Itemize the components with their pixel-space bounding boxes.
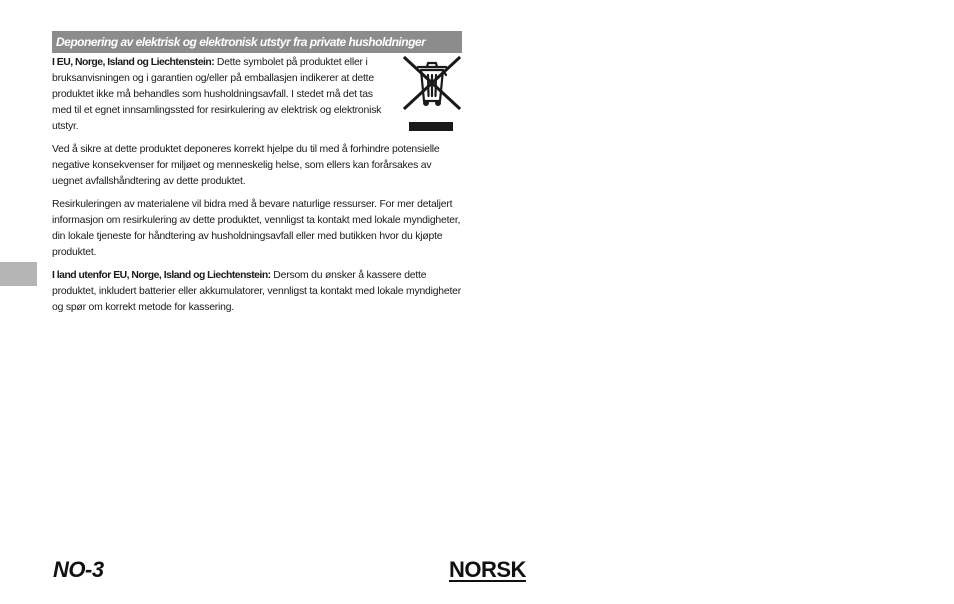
crossed-out-wheelie-bin-icon: [402, 55, 462, 133]
paragraph-text-eu: Dette symbolet på produktet eller i bruksanvisningen og i garantien og/eller på emballasjen indikerer at dette produktet ikke må behandles som husholdningsavfall. I stedet må det tas med til et egnet innsamlingssted for resirkulering av elektrisk og elektronisk utstyr.: [52, 57, 382, 132]
paragraph-disposal: [52, 142, 462, 190]
language-label: NORSK: [449, 557, 526, 582]
paragraph-text-recycling: Resirkuleringen av materialene vil bidra med å bevare naturlige ressurser. For mer detaljert informasjon om resirkulering av dette produktet, vennligst ta kontakt med lokale myndigheter, din lokale tjeneste for håndtering av husholdningsavfall eller med butikken hvor du kjøpte produktet.: [52, 199, 461, 258]
paragraph-eu: [52, 55, 382, 135]
page-number: NO-3: [53, 557, 104, 582]
paragraph-text-non-eu: Dersom du ønsker å kassere dette produktet, inkludert batterier eller akkumulatorer, vennligst ta kontakt med lokale myndigheter og spør om korrekt metode for kassering.: [52, 270, 461, 313]
section-title: Deponering av elektrisk og elektronisk utstyr fra private husholdninger: [52, 31, 462, 53]
paragraph-text-disposal: Ved å sikre at dette produktet deponeres korrekt hjelpe du til med å forhindre potensielle negative konsekvenser for miljøet og menneskelig helse, som ellers kan forårsakes av uegnet avfallshåndtering av dette produktet.: [52, 144, 440, 187]
side-tab-marker: [0, 262, 37, 286]
paragraph-lead-non-eu: I land utenfor EU, Norge, Island og Liechtenstein:: [52, 270, 271, 281]
paragraph-non-eu: [52, 268, 462, 316]
paragraph-recycling: [52, 197, 462, 261]
paragraph-lead-eu: I EU, Norge, Island og Liechtenstein:: [52, 57, 215, 68]
